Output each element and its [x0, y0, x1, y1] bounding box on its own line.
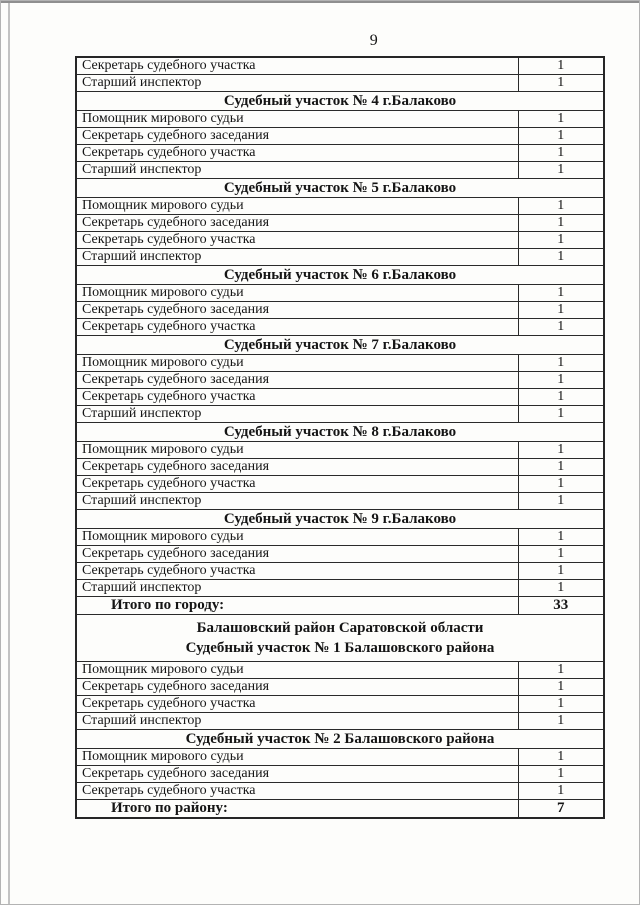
staff-row [76, 198, 604, 215]
section-header [76, 423, 604, 442]
staff-row [76, 713, 604, 730]
position-label: Секретарь судебного заседания [76, 459, 518, 476]
staff-row [76, 285, 604, 302]
position-label: Секретарь судебного участка [76, 696, 518, 713]
position-count: 1 [518, 249, 604, 266]
section-header-row [76, 266, 604, 285]
position-label: Помощник мирового судьи [76, 529, 518, 546]
position-count: 1 [518, 459, 604, 476]
position-count: 1 [518, 75, 604, 92]
position-label: Секретарь судебного участка [76, 319, 518, 336]
position-label: Секретарь судебного заседания [76, 766, 518, 783]
section-header [76, 336, 604, 355]
section-header-row [76, 423, 604, 442]
position-count: 1 [518, 355, 604, 372]
staff-row [76, 319, 604, 336]
position-count: 1 [518, 319, 604, 336]
position-label: Секретарь судебного заседания [76, 679, 518, 696]
position-count: 1 [518, 285, 604, 302]
position-count: 1 [518, 529, 604, 546]
total-label: Итого по району: [76, 800, 518, 819]
position-count: 1 [518, 372, 604, 389]
total-value: 33 [518, 597, 604, 615]
position-label: Секретарь судебного участка [76, 389, 518, 406]
position-label: Помощник мирового судьи [76, 749, 518, 766]
position-count: 1 [518, 57, 604, 75]
position-label: Секретарь судебного участка [76, 563, 518, 580]
staff-row [76, 389, 604, 406]
position-label: Секретарь судебного заседания [76, 302, 518, 319]
position-label: Помощник мирового судьи [76, 111, 518, 128]
position-count: 1 [518, 662, 604, 679]
total-value: 7 [518, 800, 604, 819]
staff-row [76, 249, 604, 266]
section-header-line: Судебный участок № 5 г.Балаково [223, 179, 457, 196]
position-count: 1 [518, 749, 604, 766]
position-label: Секретарь судебного участка [76, 145, 518, 162]
position-label: Секретарь судебного участка [76, 57, 518, 75]
total-row [76, 597, 604, 615]
position-count: 1 [518, 128, 604, 145]
staff-row [76, 302, 604, 319]
position-label: Секретарь судебного участка [76, 476, 518, 493]
section-header-line: Судебный участок № 8 г.Балаково [223, 423, 457, 440]
section-header [76, 510, 604, 529]
section-header [76, 730, 604, 749]
position-count: 1 [518, 696, 604, 713]
section-header-line: Судебный участок № 4 г.Балаково [223, 92, 457, 109]
staff-row [76, 128, 604, 145]
position-label: Помощник мирового судьи [76, 355, 518, 372]
position-count: 1 [518, 302, 604, 319]
position-count: 1 [518, 232, 604, 249]
position-label: Старший инспектор [76, 580, 518, 597]
section-header-line: Балашовский район Саратовской области [196, 620, 484, 636]
position-count: 1 [518, 406, 604, 423]
position-count: 1 [518, 766, 604, 783]
position-count: 1 [518, 713, 604, 730]
section-header-row [76, 730, 604, 749]
scan-left-edge-line [8, 3, 10, 904]
staff-row [76, 476, 604, 493]
staff-row [76, 493, 604, 510]
staff-row [76, 372, 604, 389]
section-header-line: Судебный участок № 9 г.Балаково [223, 510, 457, 527]
staff-row [76, 563, 604, 580]
position-label: Старший инспектор [76, 493, 518, 510]
position-label: Помощник мирового судьи [76, 662, 518, 679]
section-header-row [76, 615, 604, 662]
staff-row [76, 459, 604, 476]
staff-table [75, 56, 605, 819]
section-header [76, 92, 604, 111]
section-header-row [76, 336, 604, 355]
section-header-line: Судебный участок № 7 г.Балаково [223, 336, 457, 353]
section-header-line: Судебный участок № 6 г.Балаково [223, 266, 457, 283]
position-count: 1 [518, 111, 604, 128]
position-count: 1 [518, 162, 604, 179]
staff-row [76, 783, 604, 800]
staff-row [76, 749, 604, 766]
position-label: Секретарь судебного участка [76, 783, 518, 800]
staff-row [76, 766, 604, 783]
position-label: Помощник мирового судьи [76, 442, 518, 459]
position-count: 1 [518, 145, 604, 162]
position-label: Помощник мирового судьи [76, 198, 518, 215]
section-header-row [76, 92, 604, 111]
staff-row [76, 57, 604, 75]
staff-row [76, 696, 604, 713]
position-count: 1 [518, 215, 604, 232]
total-row [76, 800, 604, 819]
page-number: 9 [369, 32, 379, 49]
position-count: 1 [518, 679, 604, 696]
section-header-row [76, 179, 604, 198]
position-label: Секретарь судебного заседания [76, 215, 518, 232]
section-header [76, 266, 604, 285]
position-label: Помощник мирового судьи [76, 285, 518, 302]
staff-row [76, 75, 604, 92]
staff-row [76, 679, 604, 696]
position-count: 1 [518, 580, 604, 597]
position-count: 1 [518, 476, 604, 493]
staff-row [76, 546, 604, 563]
position-count: 1 [518, 198, 604, 215]
position-count: 1 [518, 563, 604, 580]
total-label: Итого по городу: [76, 597, 518, 615]
scan-top-edge [1, 1, 639, 3]
section-header-line: Судебный участок № 2 Балашовского района [185, 730, 495, 747]
section-header [76, 179, 604, 198]
section-header [76, 615, 604, 662]
position-label: Старший инспектор [76, 713, 518, 730]
position-count: 1 [518, 493, 604, 510]
position-label: Секретарь судебного заседания [76, 372, 518, 389]
staff-row [76, 580, 604, 597]
staff-row [76, 162, 604, 179]
position-label: Секретарь судебного заседания [76, 128, 518, 145]
staff-row [76, 215, 604, 232]
position-label: Старший инспектор [76, 406, 518, 423]
staff-row [76, 406, 604, 423]
position-label: Секретарь судебного заседания [76, 546, 518, 563]
position-count: 1 [518, 783, 604, 800]
staff-row [76, 529, 604, 546]
position-label: Старший инспектор [76, 75, 518, 92]
position-count: 1 [518, 442, 604, 459]
position-count: 1 [518, 389, 604, 406]
section-header-row [76, 510, 604, 529]
staff-row [76, 662, 604, 679]
position-label: Старший инспектор [76, 162, 518, 179]
staff-row [76, 442, 604, 459]
staff-row [76, 111, 604, 128]
position-label: Секретарь судебного участка [76, 232, 518, 249]
staff-row [76, 355, 604, 372]
staff-row [76, 232, 604, 249]
staff-row [76, 145, 604, 162]
section-header-line: Судебный участок № 1 Балашовского района [185, 640, 495, 656]
position-label: Старший инспектор [76, 249, 518, 266]
position-count: 1 [518, 546, 604, 563]
